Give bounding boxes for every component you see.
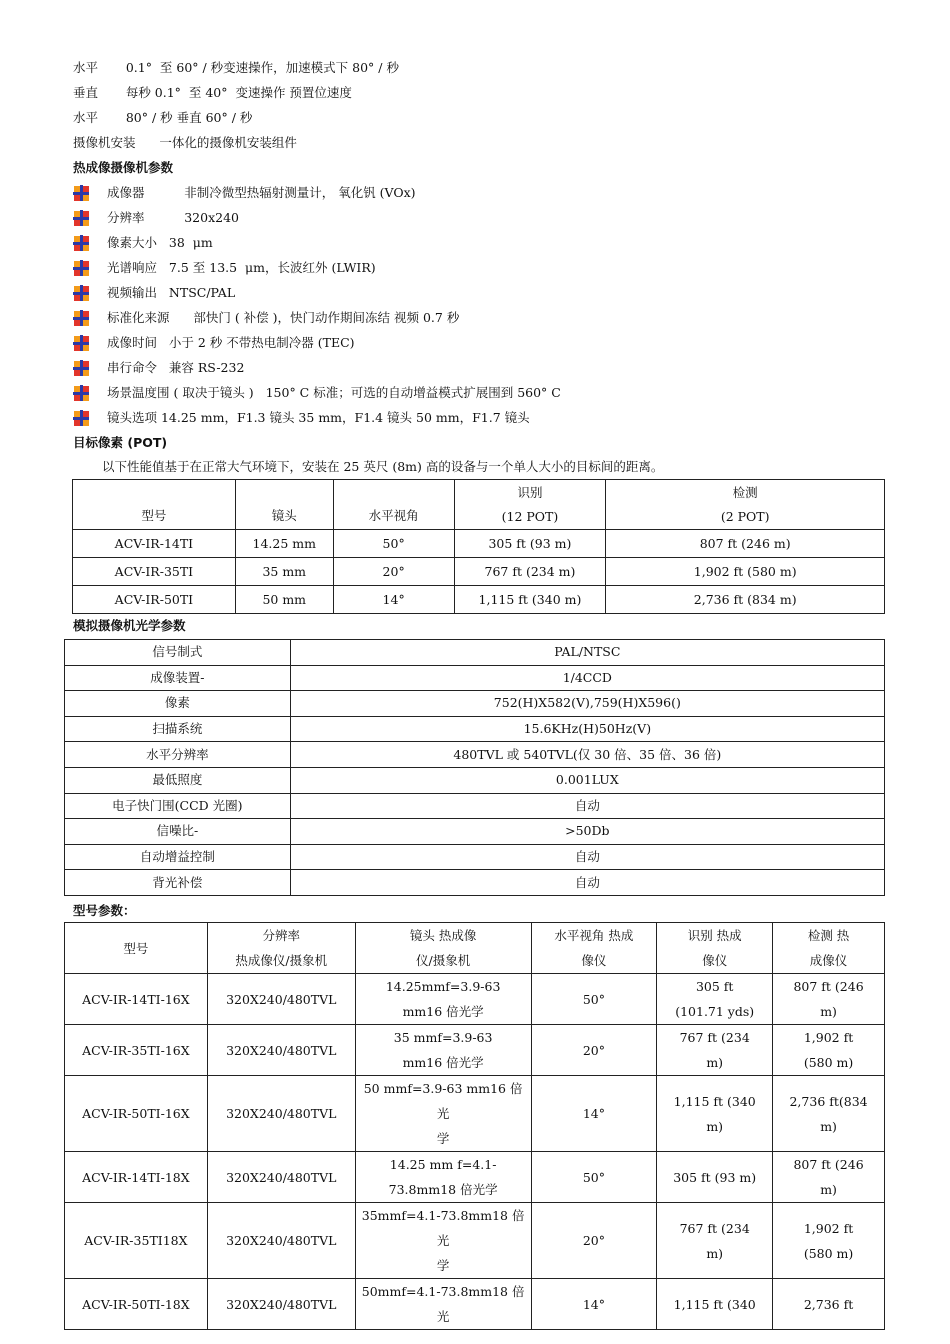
header-lens: 镜头 [235, 480, 333, 530]
cell-line: 305 ft (93 m) [673, 1169, 757, 1185]
header-subtext: (12 POT) [501, 508, 559, 524]
param-value-cell: 自动 [290, 793, 884, 819]
thermal-bullet-item [73, 332, 355, 354]
table-cell: 20° [333, 558, 454, 586]
model-params-table [64, 922, 885, 1330]
cell-line: m) [706, 1245, 724, 1261]
table-cell [773, 1076, 885, 1152]
cell-line: m) [706, 1118, 724, 1134]
table-cell [773, 1279, 885, 1330]
param-name-cell: 信噪比- [65, 819, 291, 845]
header-detection [606, 480, 885, 530]
table-cell [207, 1076, 355, 1152]
analog-optics-heading: 模拟摄像机光学参数 [73, 618, 186, 633]
bullet-text: 标准化来源 部快门 ( 补偿 )，快门动作期间冻结 视频 0.7 秒 [107, 310, 460, 325]
header-text: 检测 [732, 484, 758, 500]
header-cell [65, 923, 208, 974]
cell-line: (580 m) [803, 1245, 854, 1261]
table-row [73, 586, 885, 614]
bullet-icon [73, 235, 89, 251]
model-params-heading: 型号参数： [73, 903, 136, 918]
table-row [65, 1152, 885, 1203]
header-cell [207, 923, 355, 974]
cell-line: 807 ft (246 [793, 1157, 864, 1172]
cell-line: 热成像仪/摄象机 [235, 953, 328, 968]
cell-line: 学 [436, 1131, 450, 1146]
thermal-bullet-item [73, 357, 244, 379]
table-row [65, 1203, 885, 1279]
cell-line: 型号 [123, 940, 149, 956]
table-cell [355, 1203, 531, 1279]
param-name-cell: 背光补偿 [65, 870, 291, 896]
table-cell [773, 1152, 885, 1203]
bullet-text: 镜头选项 14.25 mm，F1.3 镜头 35 mm，F1.4 镜头 50 mm，F1.7 镜头 [107, 410, 530, 425]
table-cell [355, 1025, 531, 1076]
header-cell [531, 923, 657, 974]
table-cell [531, 974, 657, 1025]
cell-line: 807 ft (246 [793, 979, 864, 994]
param-value-cell: PAL/NTSC [290, 640, 884, 666]
table-row [65, 819, 885, 845]
table-row [65, 767, 885, 793]
bullet-icon [73, 335, 89, 351]
table-row [65, 716, 885, 742]
table-cell [773, 974, 885, 1025]
cell-line: 305 ft [695, 979, 734, 994]
cell-line: 像仪 [702, 953, 728, 968]
table-cell [773, 1203, 885, 1279]
cell-line: 50mmf=4.1-73.8mm18 倍光 [361, 1284, 525, 1324]
table-cell [65, 1025, 208, 1076]
cell-line: 320X240/480TVL [226, 1169, 337, 1185]
cell-line: 识别 热成 [687, 928, 742, 943]
header-subtext: (2 POT) [720, 508, 770, 524]
cell-line: 767 ft (234 [679, 1220, 750, 1236]
table-row [65, 870, 885, 896]
param-name-cell: 自动增益控制 [65, 844, 291, 870]
table-row [65, 665, 885, 691]
thermal-params-heading: 热成像摄像机参数 [73, 160, 174, 175]
header-cell [657, 923, 773, 974]
param-value-cell: 480TVL 或 540TVL(仅 30 倍、35 倍、36 倍) [290, 742, 884, 768]
table-cell [657, 1152, 773, 1203]
table-cell [207, 1203, 355, 1279]
cell-line: ACV-IR-35TI18X [84, 1233, 188, 1248]
bullet-text: 视频输出 NTSC/PAL [107, 285, 236, 300]
table-row [65, 844, 885, 870]
cell-line: 35 mmf=3.9-63 [393, 1030, 493, 1045]
table-cell [531, 1076, 657, 1152]
cell-line: 镜头 热成像 [409, 928, 477, 943]
bullet-text: 串行命令 兼容 RS-232 [107, 360, 245, 375]
table-cell: 14° [333, 586, 454, 614]
cell-line: (101.71 yds) [675, 1004, 755, 1019]
param-value-cell: 自动 [290, 844, 884, 870]
cell-line: 1,115 ft (340 [673, 1093, 756, 1109]
param-name-cell: 像素 [65, 691, 291, 717]
table-cell [773, 1025, 885, 1076]
header-cell [773, 923, 885, 974]
cell-line: 50 mmf=3.9-63 mm16 倍光 [363, 1081, 523, 1121]
cell-line: 50° [582, 991, 605, 1007]
table-cell: 2,736 ft (834 m) [606, 586, 885, 614]
bullet-icon [73, 385, 89, 401]
cell-line: m) [706, 1055, 724, 1070]
header-hfov: 水平视角 [333, 480, 454, 530]
param-value-cell: 自动 [290, 870, 884, 896]
cell-line: mm16 倍光学 [402, 1004, 484, 1019]
cell-line: ACV-IR-35TI-16X [82, 1042, 190, 1058]
cell-line: 14.25mmf=3.9-63 [385, 979, 501, 994]
thermal-bullet-item [73, 182, 416, 204]
cell-line: 73.8mm18 倍光学 [388, 1182, 498, 1197]
cell-line: 成像仪 [809, 953, 848, 968]
bullet-icon [73, 410, 89, 426]
table-cell [657, 974, 773, 1025]
table-row [65, 691, 885, 717]
bullet-text: 成像时间 小于 2 秒 不带热电制冷器 (TEC) [107, 335, 355, 350]
param-value-cell: 1/4CCD [290, 665, 884, 691]
cell-line: 1,902 ft [803, 1030, 854, 1045]
target-pixels-heading: 目标像素 (POT) [73, 435, 168, 450]
table-cell: 767 ft (234 m) [454, 558, 606, 586]
table-cell [65, 1279, 208, 1330]
thermal-bullet-item [73, 407, 530, 429]
thermal-bullet-item [73, 207, 239, 229]
param-name-cell: 信号制式 [65, 640, 291, 666]
table-cell: 1,115 ft (340 m) [454, 586, 606, 614]
table-cell [207, 1279, 355, 1330]
cell-line: 2,736 ft(834 [789, 1093, 868, 1109]
table-row [73, 558, 885, 586]
table-row [65, 974, 885, 1025]
cell-line: 仪/摄象机 [416, 953, 471, 968]
target-pixels-table [72, 479, 885, 614]
cell-line: 1,902 ft [803, 1220, 854, 1236]
table-cell [207, 1025, 355, 1076]
cell-line: 14° [582, 1106, 605, 1121]
param-value-cell: >50Db [290, 819, 884, 845]
table-cell [207, 974, 355, 1025]
cell-line: ACV-IR-50TI-16X [82, 1106, 190, 1121]
param-name-cell: 水平分辨率 [65, 742, 291, 768]
table-cell [531, 1203, 657, 1279]
table-cell: 807 ft (246 m) [606, 530, 885, 558]
spec-line: 摄像机安装 一体化的摄像机安装组件 [73, 135, 297, 150]
table-cell [657, 1203, 773, 1279]
table-header-row [73, 480, 885, 530]
bullet-text: 成像器 非制冷微型热辐射测量计， 氧化钒 (VOx) [107, 185, 416, 200]
cell-line: (580 m) [803, 1055, 854, 1070]
bullet-icon [73, 210, 89, 226]
header-recognition [454, 480, 606, 530]
bullet-icon [73, 185, 89, 201]
bullet-icon [73, 310, 89, 326]
bullet-text: 光谱响应 7.5 至 13.5 μm，长波红外 (LWIR) [107, 260, 376, 275]
cell-line: ACV-IR-14TI-16X [82, 991, 190, 1007]
table-cell [65, 974, 208, 1025]
cell-line: 320X240/480TVL [226, 1106, 337, 1121]
param-name-cell: 成像装置- [65, 665, 291, 691]
cell-line: 检测 热 [807, 928, 850, 943]
table-cell: ACV-IR-50TI [73, 586, 236, 614]
spec-line: 水平 80° / 秒 垂直 60° / 秒 [73, 110, 253, 125]
table-cell [355, 1152, 531, 1203]
cell-line: 50° [582, 1169, 605, 1185]
thermal-bullet-item [73, 282, 235, 304]
cell-line: 分辨率 [262, 928, 301, 943]
table-cell [355, 974, 531, 1025]
cell-line: 767 ft (234 [679, 1030, 750, 1045]
thermal-bullet-item [73, 307, 459, 329]
table-cell [207, 1152, 355, 1203]
table-row [65, 742, 885, 768]
table-cell [531, 1152, 657, 1203]
cell-line: 320X240/480TVL [226, 991, 337, 1007]
spec-line: 垂直 每秒 0.1° 至 40° 变速操作 预置位速度 [73, 85, 352, 100]
table-cell [657, 1279, 773, 1330]
cell-line: 20° [582, 1233, 605, 1248]
cell-line: 35mmf=4.1-73.8mm18 倍光 [361, 1208, 525, 1248]
table-cell: 14.25 mm [235, 530, 333, 558]
table-row [65, 1279, 885, 1330]
cell-line: 320X240/480TVL [226, 1233, 337, 1248]
table-cell [65, 1076, 208, 1152]
table-cell [65, 1152, 208, 1203]
bullet-icon [73, 360, 89, 376]
bullet-text: 分辨率 320x240 [107, 210, 240, 225]
param-value-cell: 15.6KHz(H)50Hz(V) [290, 716, 884, 742]
bullet-text: 像素大小 38 μm [107, 235, 213, 250]
table-row [65, 1025, 885, 1076]
target-description: 以下性能值基于在正常大气环境下，安装在 25 英尺 (8m) 高的设备与一个单人大小的目标间的距离。 [102, 459, 664, 474]
cell-line: 320X240/480TVL [226, 1042, 337, 1058]
header-text: 识别 [517, 484, 543, 500]
table-cell: 1,902 ft (580 m) [606, 558, 885, 586]
header-model: 型号 [73, 480, 236, 530]
param-value-cell: 752(H)X582(V),759(H)X596() [290, 691, 884, 717]
cell-line: m) [820, 1004, 837, 1019]
table-row [65, 1076, 885, 1152]
table-cell [657, 1025, 773, 1076]
bullet-icon [73, 260, 89, 276]
cell-line: ACV-IR-14TI-18X [82, 1169, 190, 1185]
analog-optics-table [64, 639, 885, 896]
param-name-cell: 扫描系统 [65, 716, 291, 742]
table-cell: ACV-IR-35TI [73, 558, 236, 586]
table-cell [531, 1279, 657, 1330]
cell-line: 学 [436, 1258, 450, 1273]
table-cell [355, 1076, 531, 1152]
cell-line: 14° [582, 1296, 605, 1312]
thermal-bullet-item [73, 382, 561, 404]
cell-line: 像仪 [581, 953, 607, 968]
table-cell: 305 ft (93 m) [454, 530, 606, 558]
cell-line: m) [820, 1118, 837, 1134]
table-cell: 35 mm [235, 558, 333, 586]
cell-line: 1,115 ft (340 [673, 1296, 756, 1312]
table-header-row [65, 923, 885, 974]
cell-line: mm16 倍光学 [402, 1055, 484, 1070]
table-cell: 50 mm [235, 586, 333, 614]
thermal-bullet-item [73, 232, 213, 254]
cell-line: ACV-IR-50TI-18X [82, 1296, 190, 1312]
bullet-icon [73, 285, 89, 301]
table-cell: 50° [333, 530, 454, 558]
cell-line: 320X240/480TVL [226, 1296, 337, 1312]
header-cell [355, 923, 531, 974]
thermal-bullet-item [73, 257, 376, 279]
table-cell [657, 1076, 773, 1152]
table-cell: ACV-IR-14TI [73, 530, 236, 558]
table-cell [531, 1025, 657, 1076]
bullet-text: 场景温度围 ( 取决于镜头 ) 150° C 标准；可选的自动增益模式扩展围到 560° C [107, 385, 561, 400]
table-row [65, 793, 885, 819]
cell-line: 水平视角 热成 [554, 928, 634, 943]
cell-line: 2,736 ft [803, 1296, 854, 1312]
spec-line: 水平 0.1° 至 60° / 秒变速操作，加速模式下 80° / 秒 [73, 60, 399, 75]
table-row [73, 530, 885, 558]
param-name-cell: 电子快门围(CCD 光圈) [65, 793, 291, 819]
table-cell [65, 1203, 208, 1279]
cell-line: m) [820, 1182, 837, 1197]
cell-line: 14.25 mm f=4.1- [389, 1157, 497, 1172]
param-value-cell: 0.001LUX [290, 767, 884, 793]
table-cell [355, 1279, 531, 1330]
table-row [65, 640, 885, 666]
param-name-cell: 最低照度 [65, 767, 291, 793]
cell-line: 20° [582, 1042, 605, 1058]
